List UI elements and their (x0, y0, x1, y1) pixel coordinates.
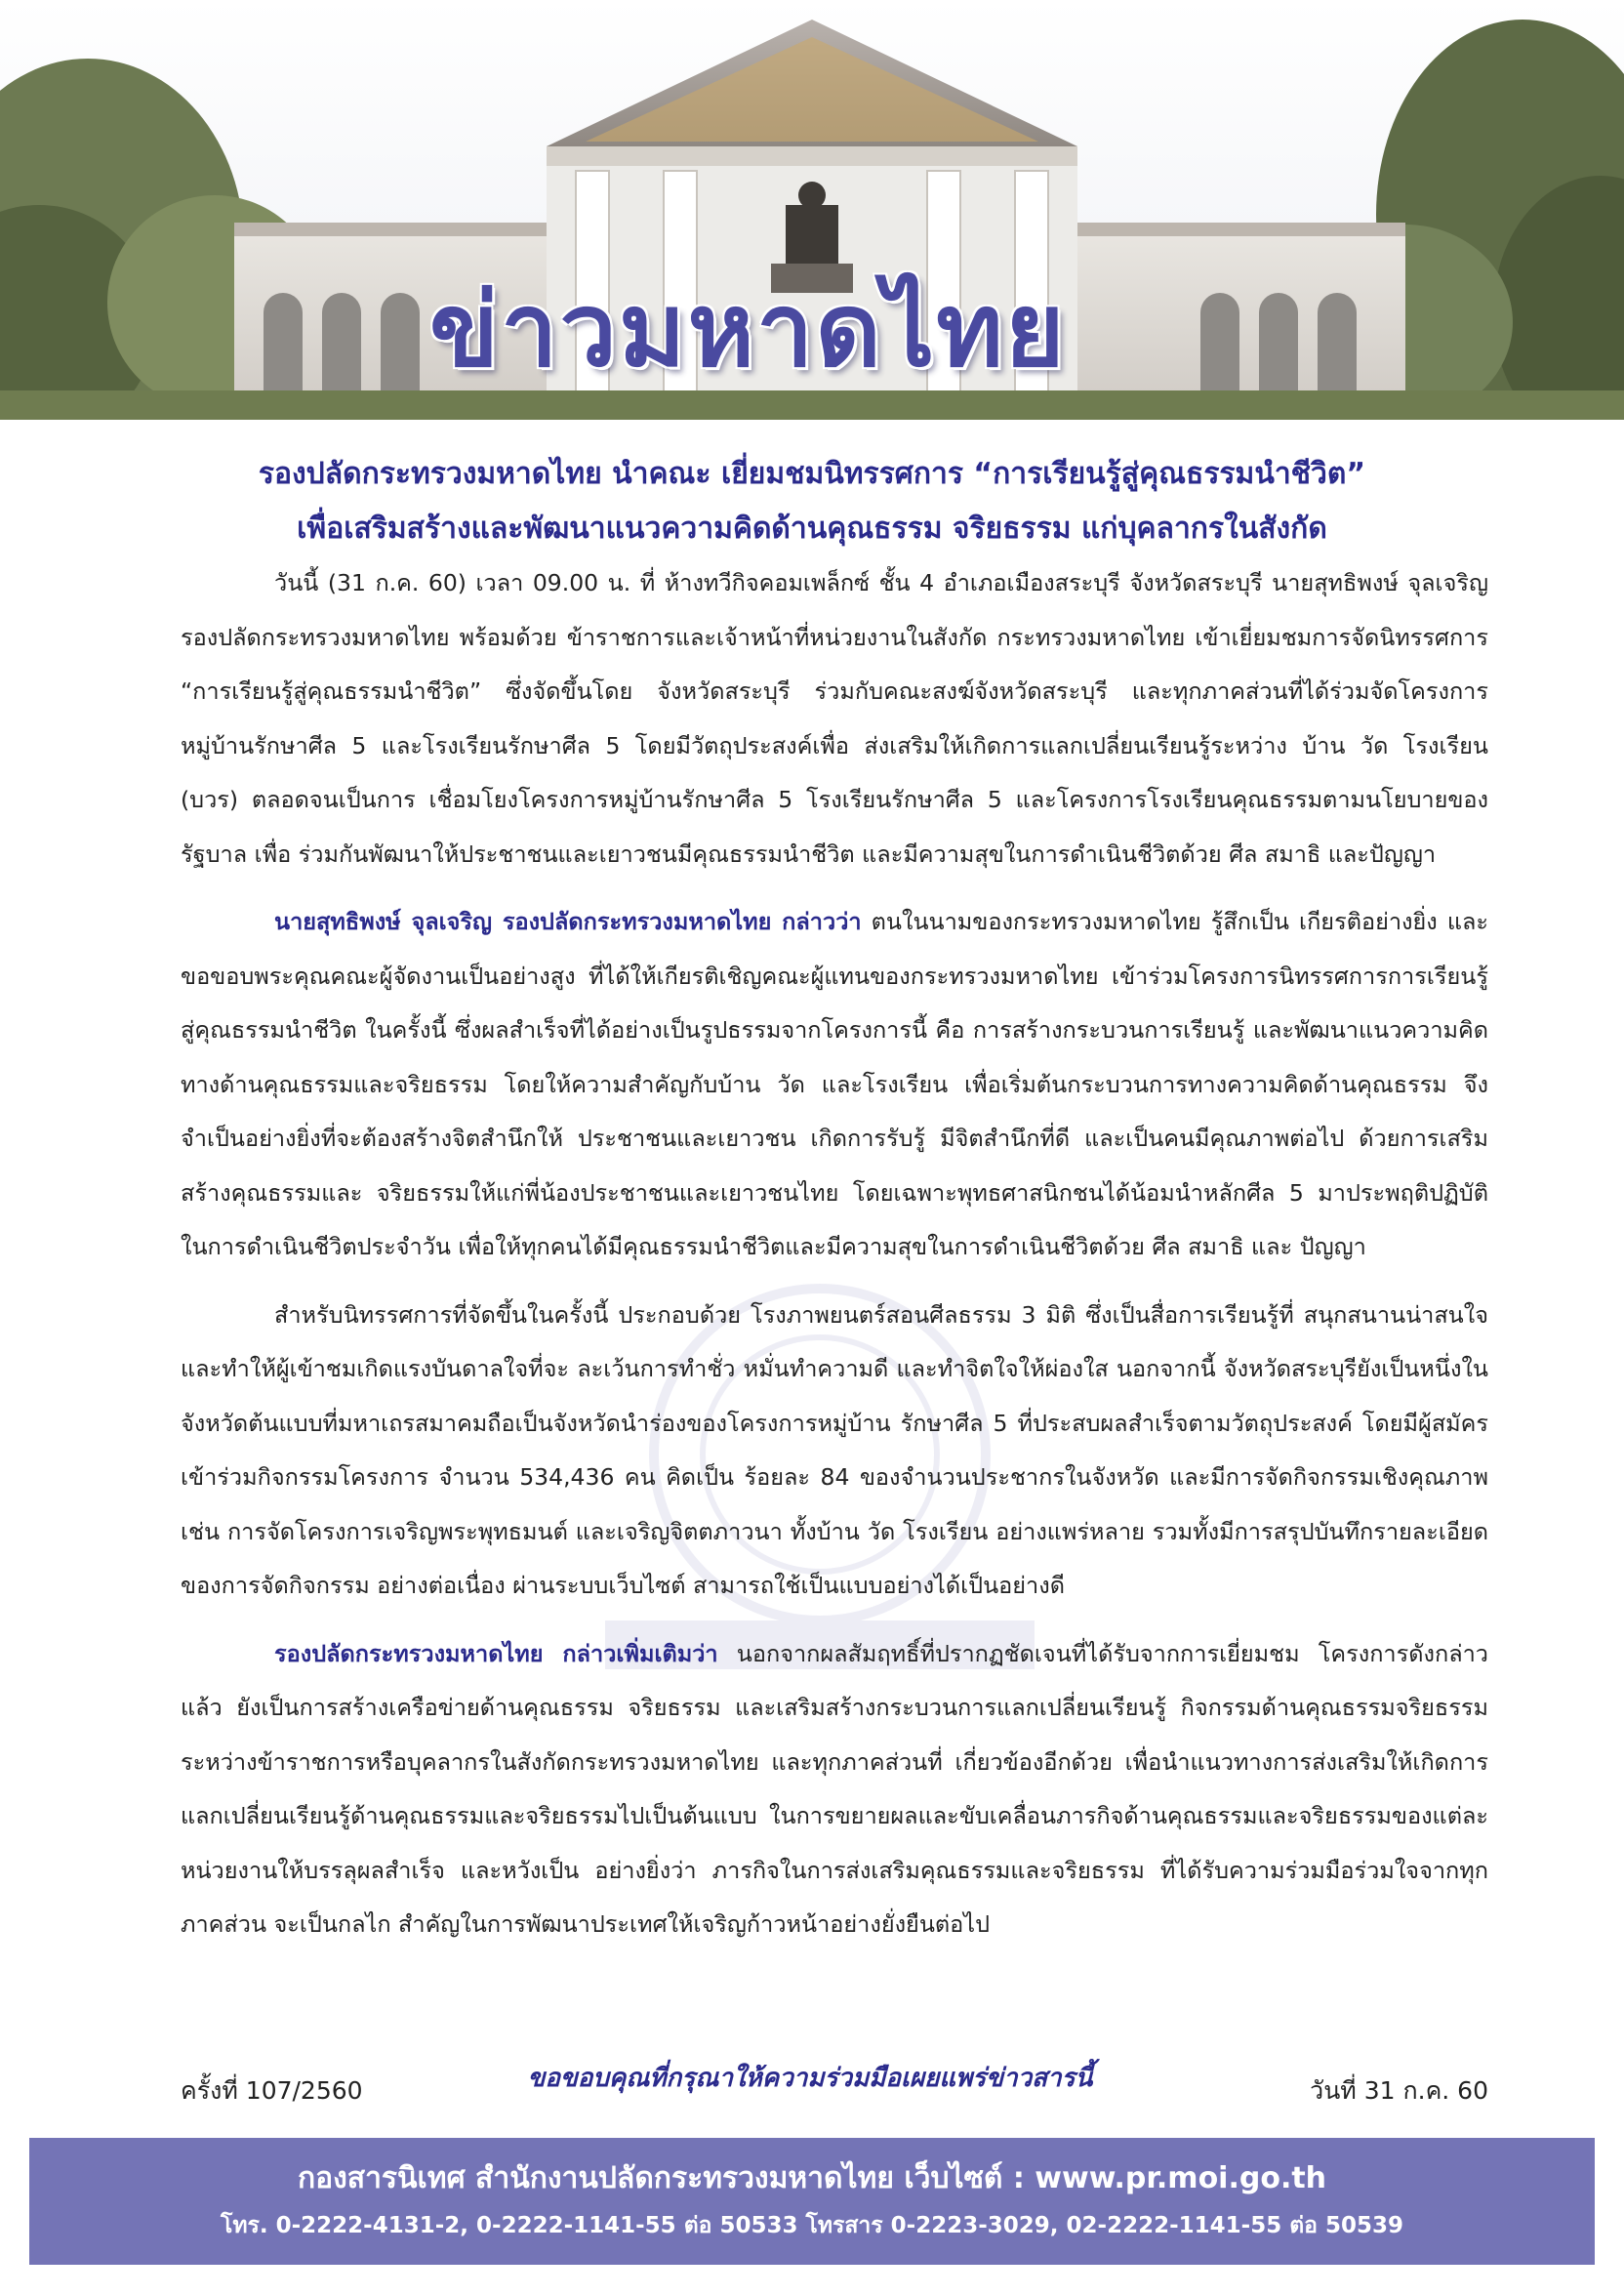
contact-band (29, 2138, 1595, 2265)
paragraph-2-text: ตนในนามของกระทรวงมหาดไทย รู้สึกเป็น เกียรติอย่างยิ่ง และขอขอบพระคุณคณะผู้จัดงานเป็นอย่างสูง ที่ได้ให้เกียรติเชิญคณะผู้แทนของกระทรวงมหาดไทย เข้าร่วมโครงการนิทรรศการการเรียนรู้สู่คุณธรรมนำชีวิต ในครั้งนี้ ซึ่งผลสำเร็จที่ได้อย่างเป็นรูปธรรมจากโครงการนี้ คือ การสร้างกระบวนการเรียนรู้ และพัฒนาแนวความคิดทางด้านคุณธรรมและจริยธรรม โดยให้ความสำคัญกับบ้าน วัด และโรงเรียน เพื่อเริ่มต้นกระบวนการทางความคิดด้านคุณธรรม จึงจำเป็นอย่างยิ่งที่จะต้องสร้างจิตสำนึกให้ ประชาชนและเยาวชน เกิดการรับรู้ มีจิตสำนึกที่ดี และเป็นคนมีคุณภาพต่อไป ด้วยการเสริมสร้างคุณธรรมและ จริยธรรมให้แก่พี่น้องประชาชนและเยาวชนไทย โดยเฉพาะพุทธศาสนิกชนได้น้อมนำหลักศีล 5 มาประพฤติปฏิบัติ ในการดำเนินชีวิตประจำวัน เพื่อให้ทุกคนได้มีคุณธรรมนำชีวิตและมีความสุขในการดำเนินชีวิตด้วย ศีล สมาธิ และ ปัญญา (181, 908, 1488, 1260)
contact-office-website: กองสารนิเทศ สำนักงานปลัดกระทรวงมหาดไทย เว็บไซต์ : www.pr.moi.go.th (297, 2161, 1327, 2195)
paragraph-2 (181, 895, 1488, 1275)
paragraph-3: สำหรับนิทรรศการที่จัดขึ้นในครั้งนี้ ประกอบด้วย โรงภาพยนตร์สอนศีลธรรม 3 มิติ ซึ่งเป็นสื่อการเรียนรู้ที่ สนุกสนานน่าสนใจ และทำให้ผู้เข้าชมเกิดแรงบันดาลใจที่จะ ละเว้นการทำชั่ว หมั่นทำความดี และทำจิตใจให้ผ่องใส นอกจากนี้ จังหวัดสระบุรียังเป็นหนึ่งในจังหวัดต้นแบบที่มหาเถรสมาคมถือเป็นจังหวัดนำร่องของโครงการหมู่บ้าน รักษาศีล 5 ที่ประสบผลสำเร็จตามวัตถุประสงค์ โดยมีผู้สมัครเข้าร่วมกิจกรรมโครงการ จำนวน 534,436 คน คิดเป็น ร้อยละ 84 ของจำนวนประชากรในจังหวัด และมีการจัดกิจกรรมเชิงคุณภาพ เช่น การจัดโครงการเจริญพระพุทธมนต์ และเจริญจิตตภาวนา ทั้งบ้าน วัด โรงเรียน อย่างแพร่หลาย รวมทั้งมีการสรุปบันทึกรายละเอียดของการจัดกิจกรรม อย่างต่อเนื่อง ผ่านระบบเว็บไซต์ สามารถใช้เป็นแบบอย่างได้เป็นอย่างดี (181, 1300, 1488, 1599)
paragraph-1: วันนี้ (31 ก.ค. 60) เวลา 09.00 น. ที่ ห้างทวีกิจคอมเพล็กซ์ ชั้น 4 อำเภอเมืองสระบุรี จังหวัดสระบุรี นายสุทธิพงษ์ จุลเจริญ รองปลัดกระทรวงมหาดไทย พร้อมด้วย ข้าราชการและเจ้าหน้าที่หน่วยงานในสังกัด กระทรวงมหาดไทย เข้าเยี่ยมชมการจัดนิทรรศการ “การเรียนรู้สู่คุณธรรมนำชีวิต” ซึ่งจัดขึ้นโดย จังหวัดสระบุรี ร่วมกับคณะสงฆ์จังหวัดสระบุรี และทุกภาคส่วนที่ได้ร่วมจัดโครงการหมู่บ้านรักษาศีล 5 และโรงเรียนรักษาศีล 5 โดยมีวัตถุประสงค์เพื่อ ส่งเสริมให้เกิดการแลกเปลี่ยนเรียนรู้ระหว่าง บ้าน วัด โรงเรียน (บวร) ตลอดจนเป็นการ เชื่อมโยงโครงการหมู่บ้านรักษาศีล 5 โรงเรียนรักษาศีล 5 และโครงการโรงเรียนคุณธรรมตามนโยบายของรัฐบาล เพื่อ ร่วมกันพัฒนาให้ประชาชนและเยาวชนมีคุณธรรมนำชีวิต และมีความสุขในการดำเนินชีวิตด้วย ศีล สมาธิ และปัญญา (181, 569, 1488, 868)
headline-line-1: รองปลัดกระทรวงมหาดไทย นำคณะ เยี่ยมชมนิทรรศการ “การเรียนรู้สู่คุณธรรมนำชีวิต” (258, 457, 1366, 491)
headline-line-2: เพื่อเสริมสร้างและพัฒนาแนวความคิดด้านคุณธรรม จริยธรรม แก่บุคลากรในสังกัด (297, 512, 1327, 546)
paragraph-4 (181, 1627, 1488, 1952)
paragraph-4-lead: รองปลัดกระทรวงมหาดไทย กล่าวเพิ่มเติมว่า (274, 1639, 718, 1667)
issue-date: วันที่ 31 ก.ค. 60 (1310, 2076, 1488, 2105)
paragraph-2-lead: นายสุทธิพงษ์ จุลเจริญ รองปลัดกระทรวงมหาดไทย กล่าวว่า (274, 908, 862, 935)
article-body (181, 556, 1488, 1966)
masthead-banner (0, 0, 1624, 420)
thanks-note: ขอขอบคุณที่กรุณาให้ความร่วมมือเผยแพร่ข่าวสารนี้ (527, 2064, 1093, 2093)
masthead-title: ข่าวมหาดไทย (429, 270, 1067, 390)
paragraph-4-text: นอกจากผลสัมฤทธิ์ที่ปรากฏชัดเจนที่ได้รับจากการเยี่ยมชม โครงการดังกล่าวแล้ว ยังเป็นการสร้างเครือข่ายด้านคุณธรรม จริยธรรม และเสริมสร้างกระบวนการแลกเปลี่ยนเรียนรู้ กิจกรรมด้านคุณธรรมจริยธรรมระหว่างข้าราชการหรือบุคลากรในสังกัดกระทรวงมหาดไทย และทุกภาคส่วนที่ เกี่ยวข้องอีกด้วย เพื่อนำแนวทางการส่งเสริมให้เกิดการแลกเปลี่ยนเรียนรู้ด้านคุณธรรมและจริยธรรมไปเป็นต้นแบบ ในการขยายผลและขับเคลื่อนภารกิจด้านคุณธรรมและจริยธรรมของแต่ละหน่วยงานให้บรรลุผลสำเร็จ และหวังเป็น อย่างยิ่งว่า ภารกิจในการส่งเสริมคุณธรรมและจริยธรรม ที่ได้รับความร่วมมือร่วมใจจากทุกภาคส่วน จะเป็นกลไก สำคัญในการพัฒนาประเทศให้เจริญก้าวหน้าอย่างยั่งยืนต่อไป (181, 1639, 1488, 1938)
issue-number: ครั้งที่ 107/2560 (181, 2076, 363, 2105)
contact-phone-fax: โทร. 0-2222-4131-2, 0-2222-1141-55 ต่อ 50533 โทรสาร 0-2223-3029, 02-2222-1141-55 ต่อ 50539 (220, 2213, 1403, 2238)
